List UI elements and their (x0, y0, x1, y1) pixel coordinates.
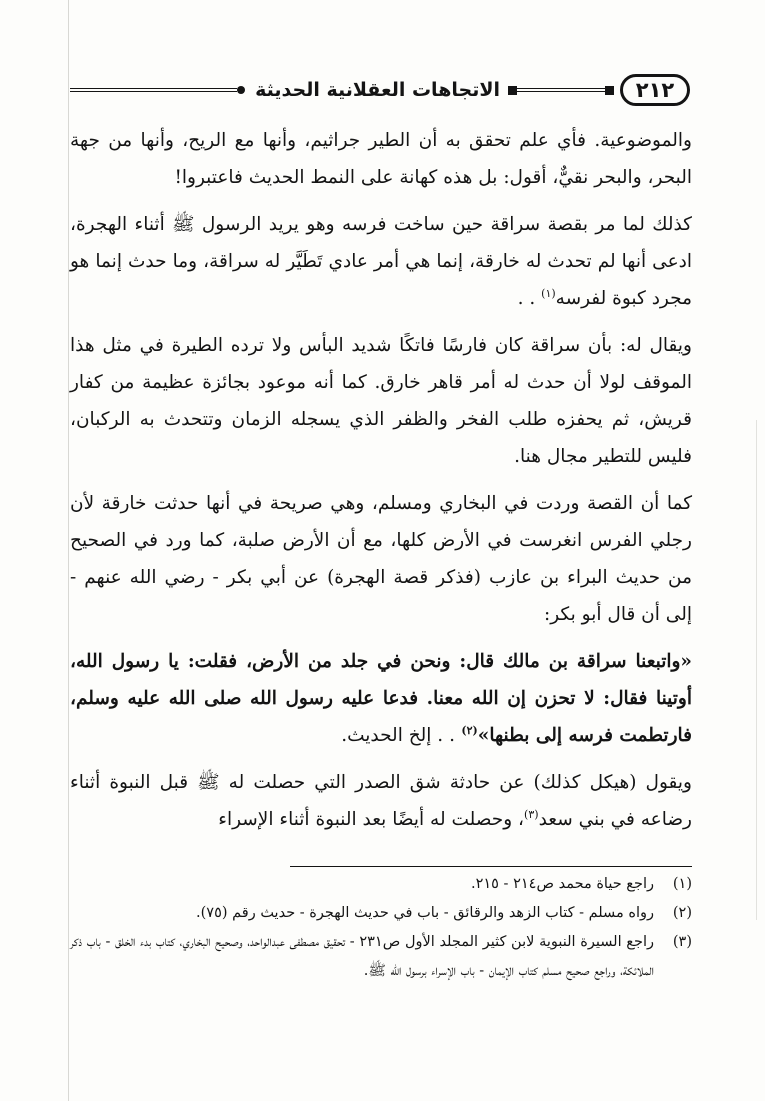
footnote-ref[interactable]: (١) (541, 286, 556, 300)
paragraph-tail: . . إلخ الحديث. (341, 725, 455, 746)
footnote-ref[interactable]: (٢) (461, 723, 478, 737)
footnote-3 (70, 928, 692, 986)
page-header (70, 70, 690, 110)
paragraph-text: ويقال له: بأن سراقة كان فارسًا فاتكًا شديد البأس ولا ترده الطيرة في مثل هذا الموقف لولا أن حدث له أمر قاهر خارق. كما أنه موعود بجائزة عظيمة من كفار قريش، ثم يحفزه طلب الفخر والظفر الذي يسجله الزمان وتتحدث به الركبان، فليس للتطير مجال هنا. (70, 335, 692, 467)
header-rule-bar (70, 79, 614, 101)
paragraph-3 (70, 327, 692, 475)
paragraph-text: ويقول (هيكل كذلك) عن حادثة شق الصدر التي حصلت له ﷺ قبل النبوة أثناء رضاعه في بني سعد (70, 772, 692, 830)
body-text (70, 122, 692, 838)
header-dot-ornament (237, 86, 245, 94)
page-number: ٢١٢ (620, 74, 690, 106)
footnote-text: رواه مسلم - كتاب الزهد والرقائق - باب في حديث الهجرة - حديث رقم (٧٥). (196, 905, 654, 921)
header-rule-block (605, 86, 614, 95)
quote-text: «واتبعنا سراقة بن مالك قال: ونحن في جلد من الأرض، فقلت: يا رسول الله، أوتينا فقال: لا تحزن إن الله معنا. فدعا عليه رسول الله صلى الله عليه وسلم، فارتطمت فرسه إلى بطنها» (70, 651, 692, 746)
paragraph-tail: ، وحصلت له أيضًا بعد النبوة أثناء الإسراء (218, 809, 525, 830)
scan-edge-right (756, 420, 757, 920)
running-title: الاتجاهات العقلانية الحديثة (255, 79, 500, 101)
paragraph-2 (70, 206, 692, 317)
paragraph-text: كذلك لما مر بقصة سراقة حين ساخت فرسه وهو يريد الرسول ﷺ أثناء الهجرة، ادعى أنها لم تحدث له خارقة، إنما هي أمر عادي تَطَيَّر له سراقة، وما حدث إنما هو مجرد كبوة لفرسه (70, 214, 692, 309)
header-rule (517, 88, 605, 92)
footnote-number: (٢) (672, 905, 692, 921)
hadith-quote (70, 643, 692, 754)
header-rule (70, 88, 237, 92)
header-rule-block (508, 86, 517, 95)
footnote-1 (70, 870, 692, 899)
footnote-separator (290, 866, 692, 867)
paragraph-4 (70, 485, 692, 633)
footnote-text: راجع السيرة النبوية لابن كثير المجلد الأول ص٢٣١ - تحقيق مصطفى عبدالواحد، وصحيح البخاري، كتاب بدء الخلق - باب ذكر الملائكة، وراجع صحيح مسلم كتاب الإيمان - باب الإسراء برسول الله ﷺ. (70, 934, 654, 979)
paragraph-tail: . . (517, 288, 536, 309)
footnote-number: (١) (672, 876, 692, 892)
paragraph-text: كما أن القصة وردت في البخاري ومسلم، وهي صريحة في أنها حدثت خارقة لأن رجلي الفرس انغرست في الأرض كلها، مع أن الأرض صلبة، كما ورد في الصحيح من حديث البراء بن عازب (فذكر قصة الهجرة) عن أبي بكر - رضي الله عنهم - إلى أن قال أبو بكر: (70, 493, 692, 625)
footnote-2 (70, 899, 692, 928)
footnotes (70, 870, 692, 986)
scan-edge-left (68, 0, 69, 1101)
paragraph-6 (70, 764, 692, 838)
footnote-ref[interactable]: (٣) (524, 807, 539, 821)
footnote-text: راجع حياة محمد ص٢١٤ - ٢١٥. (470, 876, 654, 892)
paragraph-1 (70, 122, 692, 196)
footnote-number: (٣) (672, 934, 692, 950)
paragraph-text: والموضوعية. فأي علم تحقق به أن الطير جراثيم، وأنها مع الريح، وأنها من جهة البحر، والبحر نقيٌّ، أقول: بل هذه كهانة على النمط الحديث فاعتبروا! (70, 130, 692, 188)
